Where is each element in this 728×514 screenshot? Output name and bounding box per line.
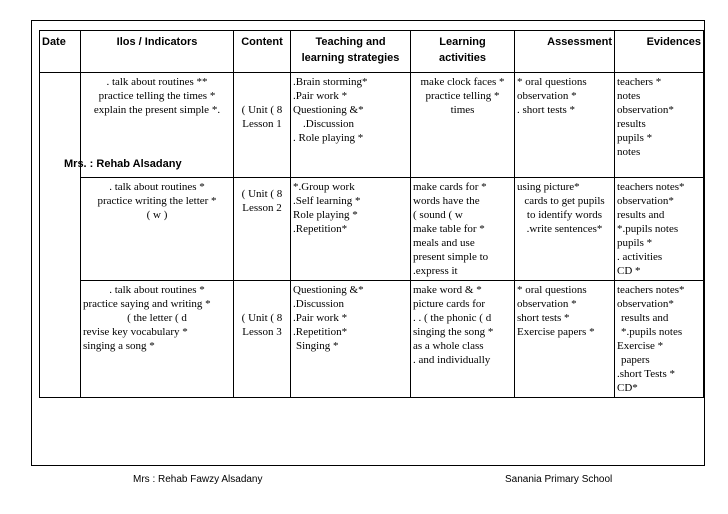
teacher-name-label: Mrs. : Rehab Alsadany	[64, 158, 182, 170]
evidences-line: teachers notes*	[617, 284, 685, 296]
learning-line: as a whole class	[413, 340, 484, 352]
evidences-cell	[615, 73, 704, 178]
assessment-line: * oral questions	[517, 76, 587, 88]
learning-line: make cards for *	[413, 181, 487, 193]
ilos-line: . talk about routines **	[106, 76, 208, 88]
evidences-line: Exercise *	[617, 340, 664, 352]
header-learning-line: activities	[438, 52, 487, 64]
assessment-line: observation *	[517, 298, 577, 310]
content-line: ( Unit ( 8	[241, 104, 283, 116]
teaching-cell	[291, 73, 411, 178]
teaching-line: Role playing *	[293, 209, 358, 221]
learning-cell	[411, 178, 515, 281]
learning-line: singing the song *	[413, 326, 494, 338]
evidences-line: pupils *	[617, 237, 653, 249]
teaching-line: .Pair work *	[293, 90, 348, 102]
evidences-line: papers	[621, 354, 650, 366]
learning-line: make word & *	[413, 284, 482, 296]
header-learning	[411, 31, 515, 73]
learning-line: picture cards for	[413, 298, 486, 310]
ilos-cell	[81, 178, 234, 281]
header-date: Date	[40, 31, 81, 73]
ilos-line: . talk about routines *	[109, 181, 205, 193]
ilos-line: practice saying and writing *	[83, 298, 211, 310]
evidences-line: CD *	[617, 265, 641, 277]
learning-line: present simple to	[413, 251, 489, 263]
header-teaching	[291, 31, 411, 73]
learning-line: meals and use	[413, 237, 475, 249]
teaching-line: .Discussion	[303, 118, 355, 130]
assessment-line: using picture*	[517, 181, 580, 193]
learning-cell	[411, 73, 515, 178]
header-assessment: Assessment	[515, 31, 615, 73]
table-row	[40, 178, 704, 281]
learning-line: practice telling *	[425, 90, 500, 102]
evidences-line: *.pupils notes	[621, 326, 683, 338]
learning-cell	[411, 281, 515, 398]
evidences-line: teachers notes*	[617, 181, 685, 193]
evidences-line: results and	[617, 209, 665, 221]
teaching-cell	[291, 281, 411, 398]
header-learning-line: Learning	[439, 36, 486, 48]
ilos-line: explain the present simple *.	[93, 104, 221, 116]
footer-school-name: Sanania Primary School	[505, 474, 613, 485]
date-cell	[40, 73, 81, 398]
ilos-line: practice writing the letter *	[97, 195, 217, 207]
teaching-cell	[291, 178, 411, 281]
ilos-line: revise key vocabulary *	[83, 326, 188, 338]
ilos-line: singing a song *	[83, 340, 155, 352]
evidences-cell	[615, 178, 704, 281]
assessment-line: to identify words	[526, 209, 603, 221]
content-cell	[234, 281, 291, 398]
learning-line: words have the	[413, 195, 480, 207]
evidences-line: notes	[617, 90, 641, 102]
evidences-line: pupils *	[617, 132, 653, 144]
lesson-plan-table	[39, 30, 704, 398]
table-row	[40, 281, 704, 398]
evidences-line: .short Tests *	[617, 368, 676, 380]
learning-line: ( sound ( w	[413, 209, 463, 221]
teaching-line: .Self learning *	[293, 195, 361, 207]
evidences-cell	[615, 281, 704, 398]
teaching-line: Singing *	[296, 340, 339, 352]
evidences-line: CD*	[617, 382, 638, 394]
assessment-cell	[515, 178, 615, 281]
content-cell	[234, 178, 291, 281]
assessment-line: observation *	[517, 90, 577, 102]
evidences-line: teachers *	[617, 76, 662, 88]
evidences-line: . activities	[617, 251, 663, 263]
teaching-line: *.Group work	[293, 181, 355, 193]
teaching-line: .Discussion	[293, 298, 345, 310]
footer-teacher-name: Mrs : Rehab Fawzy Alsadany	[133, 474, 263, 485]
header-evidences: Evidences	[615, 31, 704, 73]
evidences-line: observation*	[617, 195, 674, 207]
content-line: Lesson 3	[242, 326, 282, 338]
learning-line: times	[450, 104, 475, 116]
evidences-line: results	[617, 118, 646, 130]
content-line: Lesson 1	[242, 118, 282, 130]
ilos-line: practice telling the times *	[98, 90, 216, 102]
evidences-line: observation*	[617, 104, 674, 116]
evidences-line: notes	[617, 146, 641, 158]
teaching-line: Questioning &*	[293, 284, 364, 296]
assessment-line: cards to get pupils	[524, 195, 605, 207]
teaching-line: .Repetition*	[293, 223, 348, 235]
header-row	[40, 31, 704, 73]
evidences-line: *.pupils notes	[617, 223, 679, 235]
ilos-cell	[81, 281, 234, 398]
assessment-line: * oral questions	[517, 284, 587, 296]
content-line: Lesson 2	[242, 202, 282, 214]
content-cell	[234, 73, 291, 178]
header-teaching-line: Teaching and	[315, 36, 386, 48]
evidences-line: observation*	[617, 298, 674, 310]
content-line: ( Unit ( 8	[241, 312, 283, 324]
ilos-line: ( the letter ( d	[127, 312, 187, 324]
assessment-line: Exercise papers *	[517, 326, 595, 338]
assessment-line: . short tests *	[517, 104, 576, 116]
teaching-line: .Repetition*	[293, 326, 348, 338]
learning-line: . . ( the phonic ( d	[413, 312, 492, 324]
content-line: ( Unit ( 8	[241, 188, 283, 200]
assessment-cell	[515, 281, 615, 398]
evidences-line: results and	[621, 312, 669, 324]
ilos-line: ( w )	[146, 209, 168, 221]
learning-line: make table for *	[413, 223, 485, 235]
header-teaching-line: learning strategies	[301, 52, 400, 64]
teaching-line: Questioning &*	[293, 104, 364, 116]
learning-line: .express it	[413, 265, 458, 277]
teaching-line: . Role playing *	[293, 132, 364, 144]
assessment-cell	[515, 73, 615, 178]
header-ilos: Ilos / Indicators	[81, 31, 234, 73]
assessment-line: short tests *	[517, 312, 570, 324]
learning-line: . and individually	[413, 354, 491, 366]
assessment-line: .write sentences*	[526, 223, 603, 235]
teaching-line: .Brain storming*	[293, 76, 368, 88]
ilos-line: . talk about routines *	[109, 284, 205, 296]
teaching-line: .Pair work *	[293, 312, 348, 324]
header-content: Content	[234, 31, 291, 73]
learning-line: make clock faces *	[420, 76, 505, 88]
